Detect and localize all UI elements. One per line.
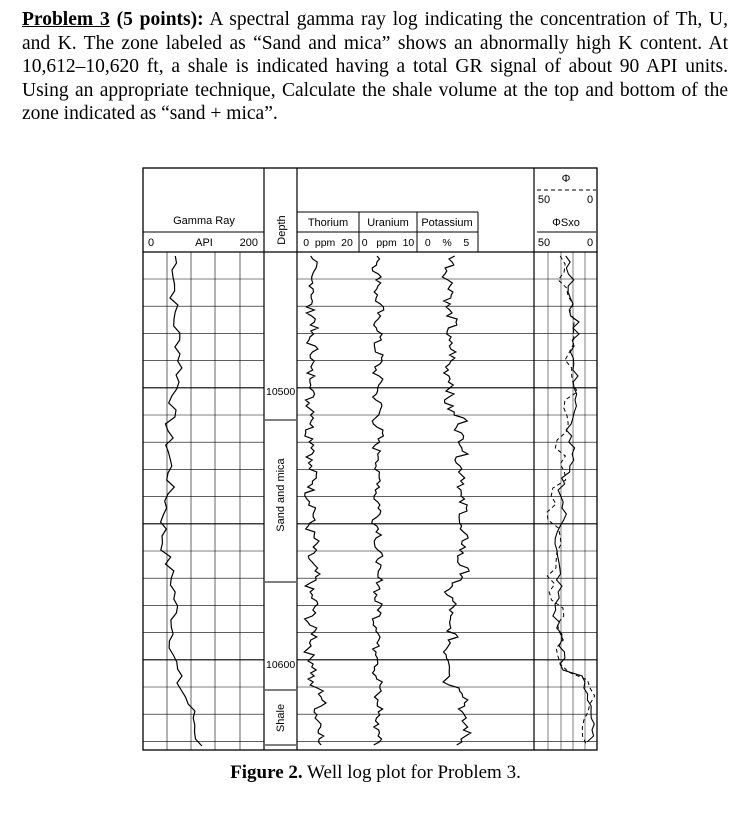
problem-text: A spectral gamma ray log indicating the concentration of Th, U, and K. The zone labeled as “Sand and mica” shows an abnormally high K content. At 10,612–10,620 ft, a shale is indicated having a total GR signal of about 90 API units. Using an appropriate technique, Calculate the shale volume at the top and bottom of the zone indicated as “sand + mica”.	[22, 9, 729, 124]
gamma-ray-max: 200	[239, 237, 258, 249]
figure-caption-text: Well log plot for Problem 3.	[302, 762, 521, 783]
gamma-ray-unit: API	[195, 237, 213, 249]
gamma-ray-title: Gamma Ray	[173, 215, 235, 227]
problem-label: Problem 3	[22, 9, 110, 30]
thorium-curve	[304, 256, 326, 745]
zone-sand-mica: Sand and mica	[275, 458, 287, 532]
phi-sxo-max: 50	[537, 237, 551, 249]
phi-curve	[547, 256, 595, 744]
thorium-scale: 0 ppm 20	[303, 237, 353, 249]
figure-caption-label: Figure 2.	[230, 762, 303, 783]
gamma-ray-min: 0	[148, 237, 155, 249]
phi-max: 50	[537, 194, 551, 206]
log-grid	[143, 252, 597, 750]
phi-sxo-curve	[553, 256, 594, 742]
phi-min: 0	[586, 194, 594, 206]
uranium-curve	[372, 256, 384, 745]
phi-symbol: Φ	[561, 173, 571, 185]
depth-mark-10600: 10600	[266, 659, 296, 671]
uranium-scale: 0 ppm 10	[361, 237, 415, 249]
figure-caption	[0, 762, 751, 784]
potassium-curve	[442, 256, 470, 745]
phi-sxo-min: 0	[586, 237, 594, 249]
uranium-title: Uranium	[367, 217, 409, 229]
zone-shale: Shale	[275, 703, 287, 733]
phi-sxo-label: ΦSxo	[552, 217, 580, 229]
log-frame	[143, 168, 597, 750]
potassium-scale: 0 % 5	[424, 237, 470, 249]
thorium-title: Thorium	[307, 217, 349, 229]
depth-title: Depth	[276, 215, 288, 245]
problem-points: (5 points):	[116, 9, 204, 30]
depth-mark-10500: 10500	[266, 386, 296, 398]
potassium-title: Potassium	[421, 217, 473, 229]
